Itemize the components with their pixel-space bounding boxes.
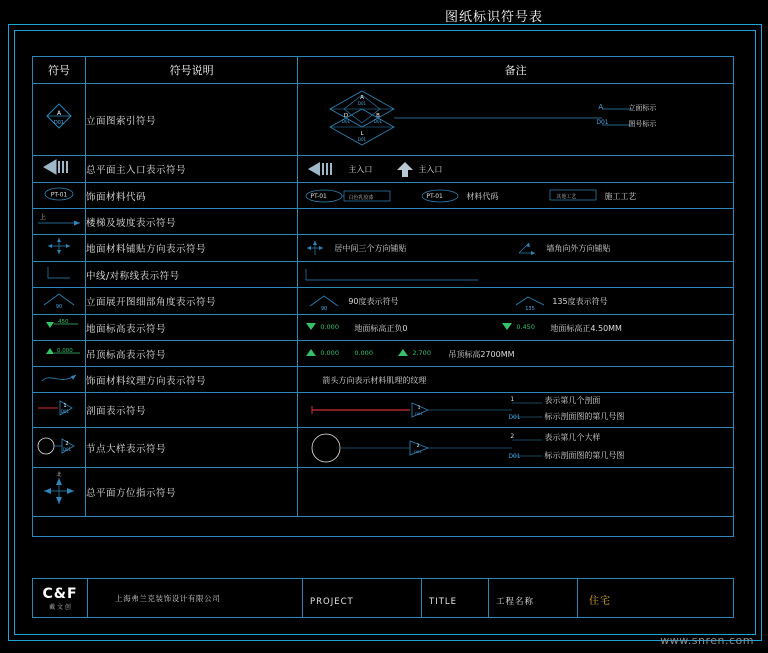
cell-notes-center-line [298,262,734,288]
logo-cell [33,579,88,618]
ceiling-level-icon [34,342,84,362]
cell-desc-slope: 楼梯及坡度表示符号 [85,209,297,235]
svg-text:450: 450 [57,318,69,325]
cell-desc-ceiling-level: 吊顶标高表示符号 [85,341,297,367]
svg-text:D01: D01 [358,100,367,106]
svg-text:D01: D01 [414,448,423,454]
svg-text:D01: D01 [60,409,70,414]
note-process: 施工工艺 [604,191,637,201]
cell-symbol-elevation [33,84,86,156]
arrow-left-hatched-icon [302,159,346,179]
level-value-2: 0.450 [516,322,535,331]
legend-code-a: A [598,102,604,111]
cell-notes-texture [298,367,734,393]
material-code-tag-icon [34,184,84,204]
legend-text-a: 立面标示 [628,103,657,112]
svg-text:D01: D01 [358,136,367,142]
cell-notes-slope [298,209,734,235]
svg-text:1: 1 [417,406,421,411]
cell-desc-pattern-dir: 地面材料铺贴方向表示符号 [85,235,297,262]
svg-text:D01: D01 [374,118,383,124]
note-section-2: 标示剖面图的第几号图 [544,412,625,421]
cell-symbol-center-line [33,262,86,288]
cell-desc-node: 节点大样表示符号 [85,428,297,468]
table-row-blank [33,517,734,537]
note-floor-level-2: 地面标高正4.50MM [550,323,622,333]
svg-text:1: 1 [63,403,67,409]
svg-text:135: 135 [525,306,536,311]
cell-desc-center-line: 中线/对称线表示符号 [85,262,297,288]
tag-code-2: PT-01 [426,192,443,200]
table-row [33,367,734,393]
svg-text:L: L [360,130,364,137]
cell-notes-floor-level [298,315,734,341]
section-arrow-icon [34,393,84,423]
svg-text:上: 上 [39,213,46,221]
note-floor-level-1: 地面标高正负0 [354,323,408,333]
table-row [33,84,734,156]
svg-text:0.000: 0.000 [56,347,73,354]
logo-text: C&F [42,585,78,602]
cell-symbol-compass [33,468,86,517]
svg-text:A: A [56,109,62,117]
cell-notes-compass [298,468,734,517]
note-node-1: 表示第几个大样 [544,432,601,442]
title-block [32,578,734,618]
ceiling-value-1: 0.000 [320,348,339,357]
cell-desc-compass: 总平面方位指示符号 [85,468,297,517]
cell-notes-pattern-dir [298,235,734,262]
center-axis-icon [34,263,84,283]
node-circle-icon [34,429,84,463]
project-label: PROJECT [310,596,354,607]
cell-notes-section [298,393,734,428]
section-code-bottom: D01 [508,414,521,421]
company-cell [88,579,303,618]
company-name: 上海弗兰克装饰设计有限公司 [115,593,221,603]
compass-north-icon [34,468,84,512]
cell-symbol-floor-level [33,315,86,341]
page-title: 图纸标识符号表 [444,10,543,25]
project-value: 住宅 [589,595,611,607]
project-value-cell [578,579,734,618]
tag-code-1: PT-01 [310,192,327,200]
tag-sub-1: 白色乳胶漆 [348,194,374,201]
ceiling-triangle-icon [394,346,414,360]
cell-notes-node [298,428,734,468]
cell-desc-material-code: 饰面材料代码 [85,183,297,209]
svg-text:90: 90 [321,306,328,311]
note-section-1: 表示第几个剖面 [544,396,601,405]
table-row [33,156,734,183]
note-texture: 箭头方向表示材料肌理的纹理 [322,375,427,385]
cell-desc-entrance: 总平面主入口表示符号 [85,156,297,183]
arrow-up-solid-icon [394,160,416,180]
cell-symbol-entrance [33,156,86,183]
note-entrance-2: 主入口 [418,165,443,174]
title-label-cell [422,579,489,618]
table-row [33,209,734,235]
note-entrance-1: 主入口 [348,165,373,174]
cross-direction-icon [34,235,84,257]
level-marker-icon [34,316,84,336]
angle-90-icon [304,291,344,311]
note-material-code: 材料代码 [466,191,499,201]
note-three-way: 居中间三个方向铺贴 [334,244,407,253]
cell-notes-material-code [298,183,734,209]
cell-desc-floor-level: 地面标高表示符号 [85,315,297,341]
level-triangle-icon [302,320,322,334]
texture-arrow-icon [34,368,84,388]
cell-symbol-texture [33,367,86,393]
cell-desc-elevation: 立面图索引符号 [85,84,297,156]
table-row [33,288,734,315]
table-header-row [33,57,734,84]
svg-text:PT-01: PT-01 [50,191,68,198]
ceiling-value-1b: 0.000 [354,348,373,357]
cell-desc-section: 剖面表示符号 [85,393,297,428]
level-triangle-icon [498,320,518,334]
section-code-top: 1 [510,396,515,403]
header-description: 符号说明 [85,57,297,84]
node-code-bottom: D01 [508,452,521,460]
table-row [33,315,734,341]
note-corner-way: 墙角向外方向铺贴 [546,244,611,253]
header-symbol: 符号 [33,57,86,84]
three-way-icon [302,239,328,257]
svg-text:A: A [360,94,365,101]
table-row [33,262,734,288]
svg-text:2: 2 [65,440,69,447]
cell-notes-angle [298,288,734,315]
cell-symbol-section [33,393,86,428]
angle-90-icon [34,288,84,310]
arrow-left-hatched-icon [34,156,84,178]
legend-code-d01: D01 [596,118,609,126]
svg-text:D: D [344,112,349,119]
table-row [33,183,734,209]
cell-symbol-angle [33,288,86,315]
cell-desc-texture: 饰面材料纹理方向表示符号 [85,367,297,393]
table-row [33,235,734,262]
slope-arrow-icon [34,210,84,230]
project-label-cell [303,579,422,618]
cell-symbol-pattern-dir [33,235,86,262]
diamond-elevation-marker-icon [34,90,84,146]
watermark: www.snren.com [660,634,754,647]
angle-135-icon [510,291,550,311]
table-row [33,468,734,517]
svg-text:D01: D01 [53,119,65,126]
cell-symbol-node [33,428,86,468]
cell-blank [33,517,734,537]
header-notes: 备注 [298,57,734,84]
cell-notes-elevation [298,84,734,156]
note-ceiling-level: 吊顶标高2700MM [448,349,515,359]
title-label: TITLE [429,596,457,607]
cell-symbol-slope [33,209,86,235]
cell-notes-ceiling-level [298,341,734,367]
cell-symbol-ceiling-level [33,341,86,367]
svg-text:北: 北 [56,472,62,478]
table-row [33,428,734,468]
svg-text:2: 2 [416,443,420,449]
note-angle-135: 135度表示符号 [552,297,608,306]
svg-text:B: B [376,112,381,119]
elevation-diagram-icon [302,87,732,155]
logo-subtext: 戴 文 创 [49,603,71,611]
corner-way-icon [514,239,540,257]
center-axis-line-icon [302,265,482,285]
project-name-label-cell [489,579,578,618]
svg-text:D01: D01 [342,118,351,124]
ceiling-value-2: 2.700 [412,348,431,357]
table-row [33,393,734,428]
symbol-table [32,56,734,537]
note-node-2: 标示剖面图的第几号图 [544,450,625,460]
svg-text:D01: D01 [62,446,72,452]
note-angle-90: 90度表示符号 [348,297,399,306]
svg-text:90: 90 [55,304,63,310]
cell-notes-entrance [298,156,734,183]
cell-desc-angle: 立面展开图细部角度表示符号 [85,288,297,315]
table-row [33,341,734,367]
process-tag-label: 其他工艺 [556,193,577,200]
level-value-1: 0.000 [320,322,339,331]
legend-text-d01: 图号标示 [628,119,657,128]
project-name-label: 工程名称 [496,596,535,607]
node-code-top: 2 [510,432,515,440]
ceiling-triangle-icon [302,346,322,360]
cell-symbol-material-code [33,183,86,209]
svg-text:D01: D01 [415,411,424,416]
